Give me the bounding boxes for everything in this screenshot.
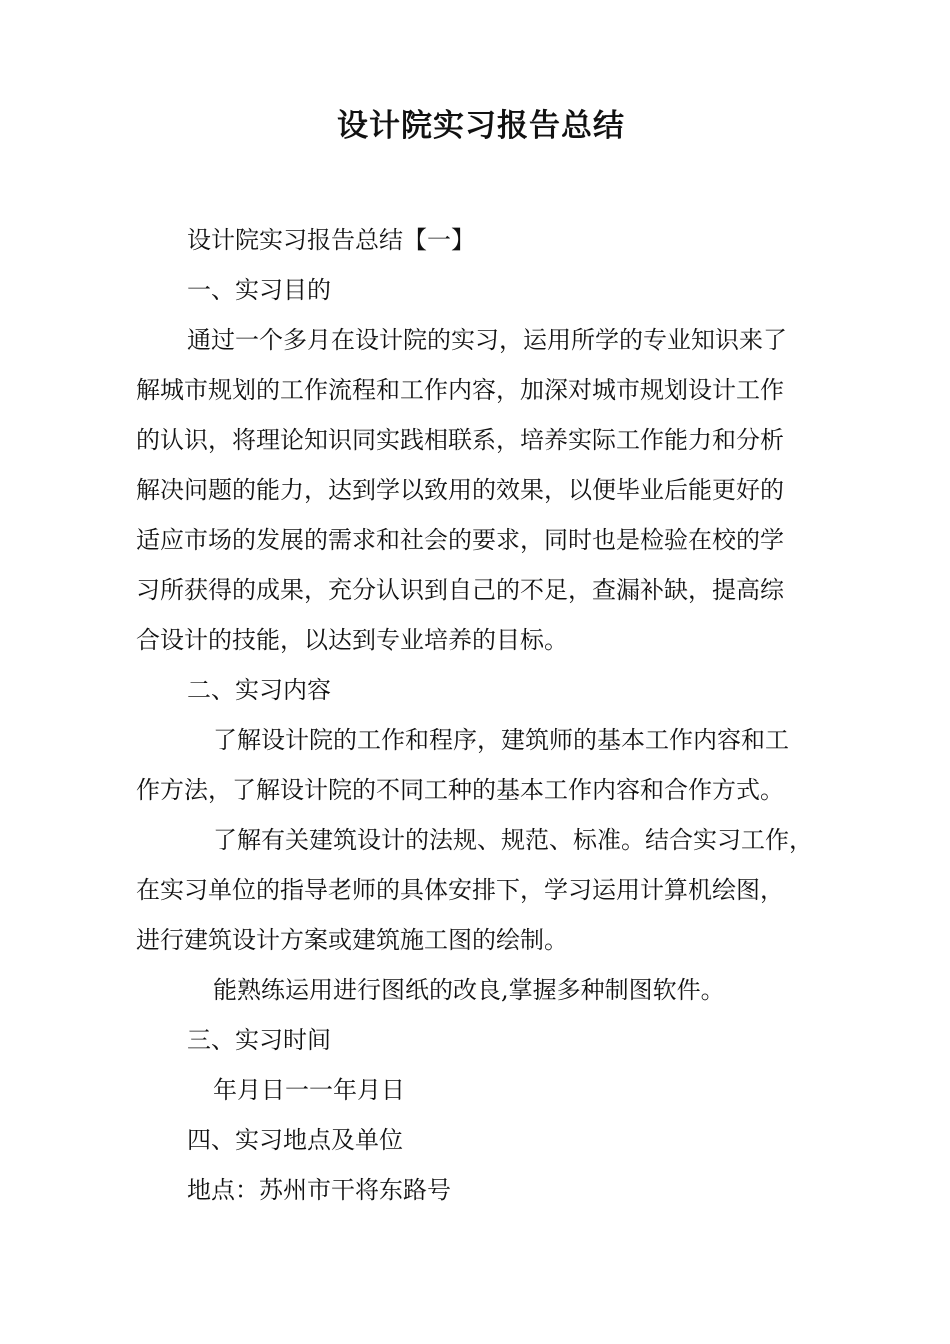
paragraph-line: 了解设计院的工作和程序，建筑师的基本工作内容和工	[213, 726, 789, 754]
paragraph-line: 解城市规划的工作流程和工作内容，加深对城市规划设计工作	[136, 376, 784, 404]
paragraph-line: 通过一个多月在设计院的实习，运用所学的专业知识来了	[187, 326, 787, 354]
section-heading-time: 三、实习时间	[187, 1026, 331, 1054]
paragraph-line: 了解有关建筑设计的法规、规范、标准。结合实习工作，	[213, 826, 813, 854]
section-heading-content: 二、实习内容	[187, 676, 331, 704]
section-heading-purpose: 一、实习目的	[187, 276, 331, 304]
section-heading-report-one: 设计院实习报告总结【一】	[187, 226, 475, 254]
paragraph-line: 习所获得的成果，充分认识到自己的不足，查漏补缺，提高综	[136, 576, 784, 604]
paragraph-line: 能熟练运用进行图纸的改良,掌握多种制图软件。	[213, 976, 725, 1004]
section-heading-location: 四、实习地点及单位	[187, 1126, 403, 1154]
paragraph-line: 解决问题的能力，达到学以致用的效果，以便毕业后能更好的	[136, 476, 784, 504]
paragraph-line: 作方法，了解设计院的不同工种的基本工作内容和合作方式。	[136, 776, 784, 804]
internship-dates: 年月日一一年月日	[213, 1076, 405, 1104]
internship-address: 地点：苏州市干将东路号	[187, 1176, 451, 1204]
paragraph-line: 进行建筑设计方案或建筑施工图的绘制。	[136, 926, 568, 954]
document-title: 设计院实习报告总结	[337, 108, 625, 144]
paragraph-line: 在实习单位的指导老师的具体安排下，学习运用计算机绘图，	[136, 876, 784, 904]
paragraph-line: 合设计的技能，以达到专业培养的目标。	[136, 626, 568, 654]
paragraph-line: 的认识，将理论知识同实践相联系，培养实际工作能力和分析	[136, 426, 784, 454]
paragraph-line: 适应市场的发展的需求和社会的要求，同时也是检验在校的学	[136, 526, 784, 554]
